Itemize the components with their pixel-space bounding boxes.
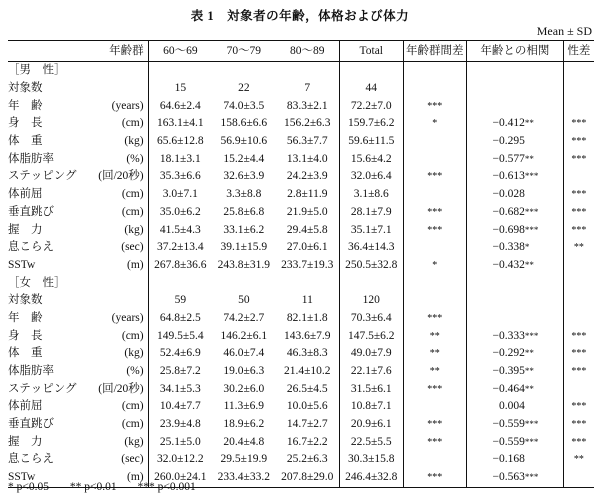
header-row <box>8 41 594 62</box>
row-label: 身 長 <box>8 117 43 130</box>
age-correlation <box>466 433 563 451</box>
row-label: 垂直跳び <box>8 418 54 431</box>
value-60-69: 32.0±12.2 <box>148 451 212 469</box>
correlation-value: −0.338 <box>492 241 525 254</box>
correlation-significance: *** <box>524 436 539 447</box>
female-group-label: ［女 性］ <box>8 276 66 289</box>
value-80-89: 21.9±5.0 <box>286 205 328 218</box>
row-label: 体脂肪率 <box>8 365 54 378</box>
group-difference-significance <box>403 398 466 416</box>
sex-difference-significance: *** <box>563 115 594 133</box>
value-70-79: 146.2±6.1 <box>220 329 268 342</box>
value-70-79: 39.1±15.9 <box>220 241 268 254</box>
table-row <box>8 433 594 451</box>
value-total: 159.7±6.2 <box>340 115 403 133</box>
value-70-79: 25.8±6.8 <box>223 205 265 218</box>
age-correlation <box>466 97 563 115</box>
correlation-value: −0.698 <box>492 223 525 236</box>
group-difference-significance <box>403 133 466 151</box>
value-70-79: 32.6±3.9 <box>223 170 265 183</box>
age-correlation <box>466 398 563 416</box>
age-correlation <box>466 257 563 275</box>
value-total: 30.3±15.8 <box>340 451 403 469</box>
correlation-value: −0.412 <box>492 117 525 130</box>
correlation-significance: *** <box>524 330 539 341</box>
sex-difference-significance: *** <box>563 133 594 151</box>
male-group-row <box>8 62 594 80</box>
correlation-value: −0.295 <box>492 135 525 148</box>
age-correlation <box>466 133 563 151</box>
table-row <box>8 97 594 115</box>
value-60-69: 163.1±4.1 <box>148 115 212 133</box>
table-row <box>8 380 594 398</box>
row-unit: (sec) <box>121 241 144 254</box>
empty-cell <box>466 274 563 292</box>
empty-cell <box>148 62 212 80</box>
row-unit: (回/20秒) <box>98 382 144 395</box>
female-group-row <box>8 274 594 292</box>
value-80-89: 2.8±11.9 <box>287 188 328 201</box>
empty-cell <box>340 274 403 292</box>
row-label: SSTw <box>8 469 77 487</box>
value-70-79: 233.4±33.2 <box>212 469 275 487</box>
empty-cell <box>563 62 594 80</box>
header-80-89: 80〜89 <box>276 41 340 62</box>
correlation-value: −0.682 <box>492 205 525 218</box>
group-difference-significance: ** <box>403 363 466 381</box>
row-label: 体前屈 <box>8 400 43 413</box>
row-label: SSTw <box>8 258 36 271</box>
empty-cell <box>466 80 563 98</box>
row-label: 年 齢 <box>8 99 43 112</box>
row-label: 体 重 <box>8 347 43 360</box>
sex-difference-significance: *** <box>563 433 594 451</box>
row-unit: (m) <box>77 469 148 487</box>
table-row <box>8 257 594 275</box>
row-unit: (cm) <box>121 418 144 431</box>
footnote-p01: ** p<0.01 <box>69 481 117 493</box>
row-unit: (years) <box>111 99 144 112</box>
correlation-value: −0.563 <box>492 471 525 484</box>
correlation-value: −0.168 <box>492 453 525 466</box>
value-60-69: 267.8±36.6 <box>148 257 212 275</box>
table-body <box>8 62 594 488</box>
age-correlation <box>466 363 563 381</box>
male-count-70-79: 22 <box>238 82 250 95</box>
correlation-value: −0.464 <box>492 382 525 395</box>
correlation-significance: ** <box>524 383 534 394</box>
value-total: 49.0±7.9 <box>340 345 403 363</box>
value-total: 22.1±7.6 <box>340 363 403 381</box>
value-70-79: 46.0±7.4 <box>223 347 265 360</box>
age-correlation <box>466 150 563 168</box>
row-label: 体 重 <box>8 135 43 148</box>
value-total: 28.1±7.9 <box>340 204 403 222</box>
value-80-89: 46.3±8.3 <box>286 347 328 360</box>
empty-cell <box>276 274 340 292</box>
table-row <box>8 327 594 345</box>
group-difference-significance: *** <box>403 221 466 239</box>
header-spacer <box>8 41 77 62</box>
empty-cell <box>403 292 466 310</box>
value-total: 70.3±6.4 <box>340 310 403 328</box>
empty-cell <box>563 292 594 310</box>
male-count-label: 対象数 <box>8 82 43 95</box>
group-difference-significance: *** <box>403 97 466 115</box>
row-unit: (cm) <box>121 400 144 413</box>
group-difference-significance: *** <box>403 204 466 222</box>
row-label: ステッピング <box>8 170 77 183</box>
value-total: 32.0±6.4 <box>340 168 403 186</box>
group-difference-significance: ** <box>403 327 466 345</box>
sex-difference-significance: *** <box>563 327 594 345</box>
age-correlation <box>466 380 563 398</box>
male-count-total: 44 <box>340 80 403 98</box>
sex-difference-significance <box>563 469 594 487</box>
value-80-89: 25.2±6.3 <box>286 453 328 466</box>
value-70-79: 33.1±6.2 <box>223 223 265 236</box>
value-80-89: 26.5±4.5 <box>286 382 328 395</box>
header-group-difference: 年齢群間差 <box>403 41 466 62</box>
correlation-significance: ** <box>524 153 534 164</box>
correlation-value: −0.395 <box>492 365 525 378</box>
age-correlation <box>466 204 563 222</box>
value-80-89: 233.7±19.3 <box>281 258 334 271</box>
age-correlation <box>466 327 563 345</box>
table-row <box>8 363 594 381</box>
row-unit: (m) <box>126 258 144 271</box>
row-unit: (years) <box>111 311 144 324</box>
age-correlation <box>466 221 563 239</box>
sex-difference-significance: *** <box>563 345 594 363</box>
age-correlation <box>466 239 563 257</box>
table-row <box>8 186 594 204</box>
value-total: 35.1±7.1 <box>340 221 403 239</box>
row-unit: (cm) <box>121 117 144 130</box>
female-count-60-69: 59 <box>148 292 212 310</box>
group-difference-significance <box>403 239 466 257</box>
row-unit: (%) <box>126 365 144 378</box>
footnotes <box>8 481 214 493</box>
empty-cell <box>466 62 563 80</box>
value-60-69: 64.6±2.4 <box>148 97 212 115</box>
age-correlation <box>466 345 563 363</box>
value-70-79: 20.4±4.8 <box>223 435 265 448</box>
value-60-69: 3.0±7.1 <box>148 186 212 204</box>
table-row <box>8 168 594 186</box>
row-label: 体前屈 <box>8 188 43 201</box>
group-difference-significance: *** <box>403 469 466 487</box>
correlation-significance: *** <box>524 171 539 182</box>
row-label: 垂直跳び <box>8 205 54 218</box>
value-60-69: 41.5±4.3 <box>148 221 212 239</box>
empty-cell <box>212 62 275 80</box>
male-count-60-69: 15 <box>148 80 212 98</box>
age-correlation <box>466 168 563 186</box>
correlation-significance: *** <box>524 206 539 217</box>
table-row <box>8 345 594 363</box>
value-80-89: 16.7±2.2 <box>286 435 328 448</box>
table-row <box>8 133 594 151</box>
male-count-80-89: 7 <box>304 82 311 95</box>
correlation-significance: *** <box>524 419 539 430</box>
empty-cell <box>148 274 212 292</box>
value-total: 20.9±6.1 <box>340 416 403 434</box>
male-count-row <box>8 80 594 98</box>
value-80-89: 143.6±7.9 <box>284 329 331 342</box>
sex-difference-significance: *** <box>563 416 594 434</box>
group-difference-significance: *** <box>403 433 466 451</box>
value-total: 22.5±5.5 <box>340 433 403 451</box>
table-title: 表 1 対象者の年齢，体格および体力 <box>190 9 410 23</box>
row-unit: (sec) <box>121 453 144 466</box>
value-total: 3.1±8.6 <box>340 186 403 204</box>
empty-cell <box>563 274 594 292</box>
empty-cell <box>403 80 466 98</box>
value-70-79: 74.2±2.7 <box>223 311 265 324</box>
age-correlation <box>466 310 563 328</box>
value-80-89: 156.2±6.3 <box>284 117 331 130</box>
correlation-value: −0.333 <box>492 329 525 342</box>
value-70-79: 29.5±19.9 <box>220 453 268 466</box>
male-group-label: ［男 性］ <box>8 64 66 77</box>
header-age-group: 年齢群 <box>77 41 148 62</box>
value-60-69: 149.5±5.4 <box>148 327 212 345</box>
female-count-70-79: 50 <box>238 294 250 307</box>
group-difference-significance: *** <box>403 168 466 186</box>
sex-difference-significance: *** <box>563 186 594 204</box>
header-60-69: 60〜69 <box>148 41 212 62</box>
table-row <box>8 115 594 133</box>
group-difference-significance: *** <box>403 416 466 434</box>
value-60-69: 52.4±6.9 <box>148 345 212 363</box>
row-label: 年 齢 <box>8 311 43 324</box>
value-70-79: 3.3±8.8 <box>226 188 262 201</box>
value-60-69: 35.0±6.2 <box>148 204 212 222</box>
row-unit: (kg) <box>124 223 144 236</box>
value-70-79: 158.6±6.6 <box>220 117 268 130</box>
correlation-value: −0.292 <box>492 347 525 360</box>
age-correlation <box>466 115 563 133</box>
value-70-79: 18.9±6.2 <box>223 418 265 431</box>
group-difference-significance: * <box>403 115 466 133</box>
value-60-69: 18.1±3.1 <box>148 150 212 168</box>
footnote-p05: * p<0.05 <box>8 481 49 493</box>
value-80-89: 29.4±5.8 <box>286 223 328 236</box>
correlation-value: −0.577 <box>492 152 525 165</box>
group-difference-significance <box>403 451 466 469</box>
value-70-79: 74.0±3.5 <box>223 99 265 112</box>
correlation-significance: ** <box>524 259 534 270</box>
empty-cell <box>466 292 563 310</box>
sex-difference-significance <box>563 380 594 398</box>
correlation-significance: ** <box>524 366 534 377</box>
header-sex-difference: 性差 <box>563 41 594 62</box>
value-70-79: 243.8±31.9 <box>217 258 270 271</box>
row-unit: (kg) <box>124 435 144 448</box>
table-row <box>8 451 594 469</box>
value-total: 31.5±6.1 <box>340 380 403 398</box>
value-80-89: 207.8±29.0 <box>276 469 340 487</box>
sex-difference-significance: *** <box>563 150 594 168</box>
age-correlation <box>466 469 563 487</box>
sex-difference-significance: *** <box>563 398 594 416</box>
header-total: Total <box>340 41 403 62</box>
value-60-69: 23.9±4.8 <box>148 416 212 434</box>
sex-difference-significance <box>563 310 594 328</box>
value-total: 147.5±6.2 <box>340 327 403 345</box>
row-label: ステッピング <box>8 382 77 395</box>
footnote-p001: *** p<0.001 <box>137 481 196 493</box>
row-label: 身 長 <box>8 329 43 342</box>
row-unit: (cm) <box>121 205 144 218</box>
table-row <box>8 221 594 239</box>
header-70-79: 70〜79 <box>212 41 275 62</box>
unit-note: Mean ± SD <box>536 24 592 38</box>
empty-cell <box>563 80 594 98</box>
value-total: 10.8±7.1 <box>340 398 403 416</box>
age-correlation <box>466 451 563 469</box>
row-label: 体脂肪率 <box>8 152 54 165</box>
value-80-89: 56.3±7.7 <box>286 135 328 148</box>
row-label: 握 力 <box>8 435 43 448</box>
group-difference-significance: *** <box>403 380 466 398</box>
row-label: 握 力 <box>8 223 43 236</box>
value-80-89: 82.1±1.8 <box>286 311 328 324</box>
female-count-label: 対象数 <box>8 294 43 307</box>
value-70-79: 19.0±6.3 <box>223 365 265 378</box>
value-80-89: 10.0±5.6 <box>286 400 328 413</box>
table-row <box>8 416 594 434</box>
value-60-69: 64.8±2.5 <box>148 310 212 328</box>
value-total: 72.2±7.0 <box>340 97 403 115</box>
correlation-significance: *** <box>524 224 539 235</box>
value-70-79: 11.3±6.9 <box>223 400 264 413</box>
correlation-significance: *** <box>524 472 539 483</box>
sex-difference-significance <box>563 168 594 186</box>
row-unit: (回/20秒) <box>98 170 144 183</box>
value-total: 59.6±11.5 <box>340 133 403 151</box>
value-total: 246.4±32.8 <box>340 469 403 487</box>
correlation-value: −0.613 <box>492 170 525 183</box>
row-unit: (cm) <box>121 188 144 201</box>
value-60-69: 35.3±6.6 <box>148 168 212 186</box>
female-count-80-89: 11 <box>301 294 313 307</box>
correlation-value: −0.028 <box>492 188 525 201</box>
value-total: 15.6±4.2 <box>340 150 403 168</box>
group-difference-significance: *** <box>403 310 466 328</box>
correlation-value: −0.559 <box>492 435 525 448</box>
value-60-69: 25.8±7.2 <box>148 363 212 381</box>
row-unit: (kg) <box>124 347 144 360</box>
row-unit: (%) <box>126 152 144 165</box>
empty-cell <box>403 274 466 292</box>
value-80-89: 27.0±6.1 <box>286 241 328 254</box>
sex-difference-significance <box>563 257 594 275</box>
value-80-89: 24.2±3.9 <box>286 170 328 183</box>
row-label: 息こらえ <box>8 241 54 254</box>
table-row <box>8 150 594 168</box>
correlation-significance: * <box>524 242 530 253</box>
value-60-69: 260.0±24.1 <box>148 469 212 487</box>
value-80-89: 21.4±10.2 <box>284 365 331 378</box>
sex-difference-significance: *** <box>563 221 594 239</box>
group-difference-significance: * <box>403 257 466 275</box>
value-60-69: 25.1±5.0 <box>148 433 212 451</box>
value-60-69: 34.1±5.3 <box>148 380 212 398</box>
age-correlation <box>466 186 563 204</box>
table-row <box>8 310 594 328</box>
data-table <box>8 40 594 488</box>
age-correlation <box>466 416 563 434</box>
correlation-value: −0.432 <box>492 258 525 271</box>
correlation-significance: ** <box>524 118 534 129</box>
value-70-79: 15.2±4.4 <box>223 152 265 165</box>
table-row <box>8 204 594 222</box>
empty-cell <box>276 62 340 80</box>
value-80-89: 14.7±2.7 <box>286 418 328 431</box>
value-total: 36.4±14.3 <box>340 239 403 257</box>
sex-difference-significance: *** <box>563 363 594 381</box>
empty-cell <box>340 62 403 80</box>
sex-difference-significance: ** <box>563 451 594 469</box>
sex-difference-significance: *** <box>563 204 594 222</box>
sex-difference-significance <box>563 97 594 115</box>
value-60-69: 10.4±7.7 <box>148 398 212 416</box>
empty-cell <box>403 62 466 80</box>
group-difference-significance <box>403 186 466 204</box>
correlation-significance: ** <box>524 348 534 359</box>
correlation-value: 0.004 <box>498 400 525 413</box>
table-row <box>8 398 594 416</box>
value-80-89: 13.1±4.0 <box>286 152 328 165</box>
group-difference-significance <box>403 150 466 168</box>
row-unit: (cm) <box>121 329 144 342</box>
value-60-69: 65.6±12.8 <box>148 133 212 151</box>
female-count-row <box>8 292 594 310</box>
female-count-total: 120 <box>340 292 403 310</box>
table-row <box>8 239 594 257</box>
correlation-value: −0.559 <box>492 418 525 431</box>
sex-difference-significance: ** <box>563 239 594 257</box>
value-70-79: 56.9±10.6 <box>220 135 268 148</box>
header-age-correlation: 年齢との相関 <box>466 41 563 62</box>
empty-cell <box>212 274 275 292</box>
group-difference-significance: ** <box>403 345 466 363</box>
row-unit: (kg) <box>124 135 144 148</box>
value-total: 250.5±32.8 <box>340 257 403 275</box>
row-label: 息こらえ <box>8 453 54 466</box>
value-80-89: 83.3±2.1 <box>286 99 328 112</box>
value-70-79: 30.2±6.0 <box>223 382 265 395</box>
value-60-69: 37.2±13.4 <box>148 239 212 257</box>
